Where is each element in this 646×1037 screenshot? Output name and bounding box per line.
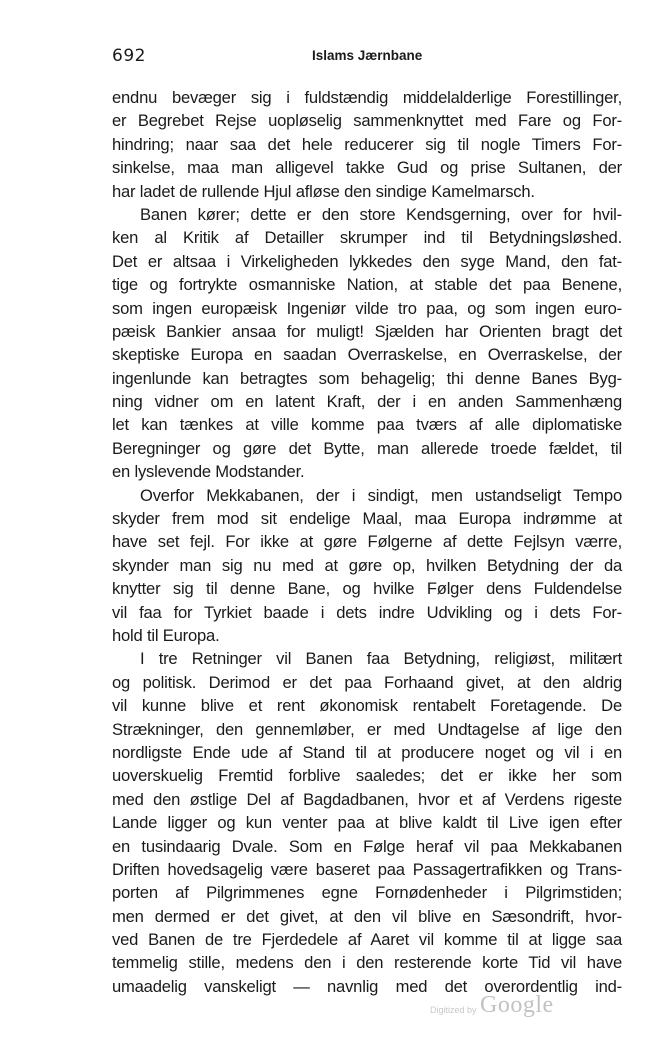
text-line: porten af Pilgrimmenes egne Fornødenheder i Pilgrimstiden; bbox=[112, 883, 622, 903]
text-line: pæisk Bankier ansaa for muligt! Sjælden har Orienten bragt det bbox=[112, 321, 622, 341]
text-line: og politisk. Derimod er det paa Forhaand givet, at den aldrig bbox=[112, 672, 622, 692]
page-header bbox=[112, 46, 622, 74]
text-line: en lyslevende Modstander. bbox=[112, 462, 305, 482]
text-line: skynder man sig nu med at gøre op, hvilken Betydning der da bbox=[112, 555, 622, 575]
text-line: ning vidner om en latent Kraft, der i en anden Sammenhæng bbox=[112, 392, 622, 412]
text-line: nordligste Ende ude af Stand til at producere noget og vil i en bbox=[112, 742, 622, 762]
text-line: tige og fortrykte osmanniske Nation, at stable det paa Benene, bbox=[112, 275, 622, 295]
text-line: endnu bevæger sig i fuldstændig middelalderlige Forestillinger, bbox=[112, 88, 622, 107]
digitized-watermark bbox=[430, 994, 580, 1024]
text-line: Beregninger og gøre det Bytte, man allerede troede fældet, til bbox=[112, 438, 622, 458]
page-number: 692 bbox=[112, 46, 146, 66]
text-line: med den østlige Del af Bagdadbanen, hvor et af Verdens rigeste bbox=[112, 789, 622, 809]
body-text bbox=[112, 86, 622, 998]
text-line: Lande ligger og kun venter paa at blive kaldt til Live igen efter bbox=[112, 813, 622, 833]
text-line: som ingen europæisk Ingeniør vilde tro paa, og som ingen euro- bbox=[112, 298, 622, 318]
text-line: hindring; naar saa det hele reducerer sig til nogle Timers For- bbox=[112, 134, 622, 154]
text-line: I tre Retninger vil Banen faa Betydning, religiøst, militært bbox=[140, 649, 622, 669]
text-line: men dermed er det givet, at den vil blive en Sæsondrift, hvor- bbox=[112, 906, 622, 926]
text-line: vil faa for Tyrkiet baade i dets indre Udvikling og i dets For- bbox=[112, 602, 622, 622]
text-line: ved Banen de tre Fjerdedele af Aaret vil komme til at ligge saa bbox=[112, 930, 622, 950]
text-line: Overfor Mekkabanen, der i sindigt, men ustandseligt Tempo bbox=[140, 485, 622, 505]
text-line: vil kunne blive et rent økonomisk rentabelt Foretagende. De bbox=[112, 696, 622, 716]
text-line: have set fejl. For ikke at gøre Følgerne af dette Fejlsyn værre, bbox=[112, 532, 622, 552]
text-line: knytter sig til denne Bane, og hvilke Følger dens Fuldendelse bbox=[112, 579, 622, 599]
text-line: har ladet de rullende Hjul afløse den sindige Kamelmarsch. bbox=[112, 181, 535, 201]
text-line: ken al Kritik af Detailler skrumper ind til Betydningsløshed. bbox=[112, 228, 622, 248]
running-title: Islams Jærnbane bbox=[312, 48, 423, 63]
text-line: Det er altsaa i Virkeligheden lykkedes den syge Mand, den fat- bbox=[112, 251, 622, 271]
text-line: temmelig stille, medens den i den resterende korte Tid vil have bbox=[112, 953, 622, 973]
text-line: let kan tænkes at ville komme paa tværs af alle diplomatiske bbox=[112, 415, 622, 435]
text-line: ingenlunde kan betragtes som behagelig; thi denne Banes Byg- bbox=[112, 368, 622, 388]
text-line: en tusindaarig Dvale. Som en Følge heraf vil paa Mekkabanen bbox=[112, 836, 622, 856]
text-line: Strækninger, den gennemløber, er med Undtagelse af lige den bbox=[112, 719, 622, 739]
text-line: umaadelig vanskeligt — navnlig med det overordentlig ind- bbox=[112, 976, 622, 996]
text-line: er Begrebet Rejse uopløselig sammenknyttet med Fare og For- bbox=[112, 111, 622, 131]
text-line: hold til Europa. bbox=[112, 625, 220, 645]
text-line: Banen kører; dette er den store Kendsgerning, over for hvil- bbox=[140, 204, 622, 224]
text-line: Driften hovedsagelig være baseret paa Passagertrafikken og Trans- bbox=[112, 859, 622, 879]
text-line: skeptiske Europa en saadan Overraskelse, en Overraskelse, der bbox=[112, 345, 622, 365]
text-line: uoverskuelig Fremtid forblive saaledes; det er ikke her som bbox=[112, 766, 622, 786]
text-line: skyder frem mod sit endelige Maal, maa Europa indrømme at bbox=[112, 509, 622, 529]
digitized-label: Digitized by bbox=[430, 1005, 477, 1015]
text-line: sinkelse, maa man alligevel takke Gud og prise Sultanen, der bbox=[112, 158, 622, 178]
google-logo: Google bbox=[480, 992, 554, 1018]
